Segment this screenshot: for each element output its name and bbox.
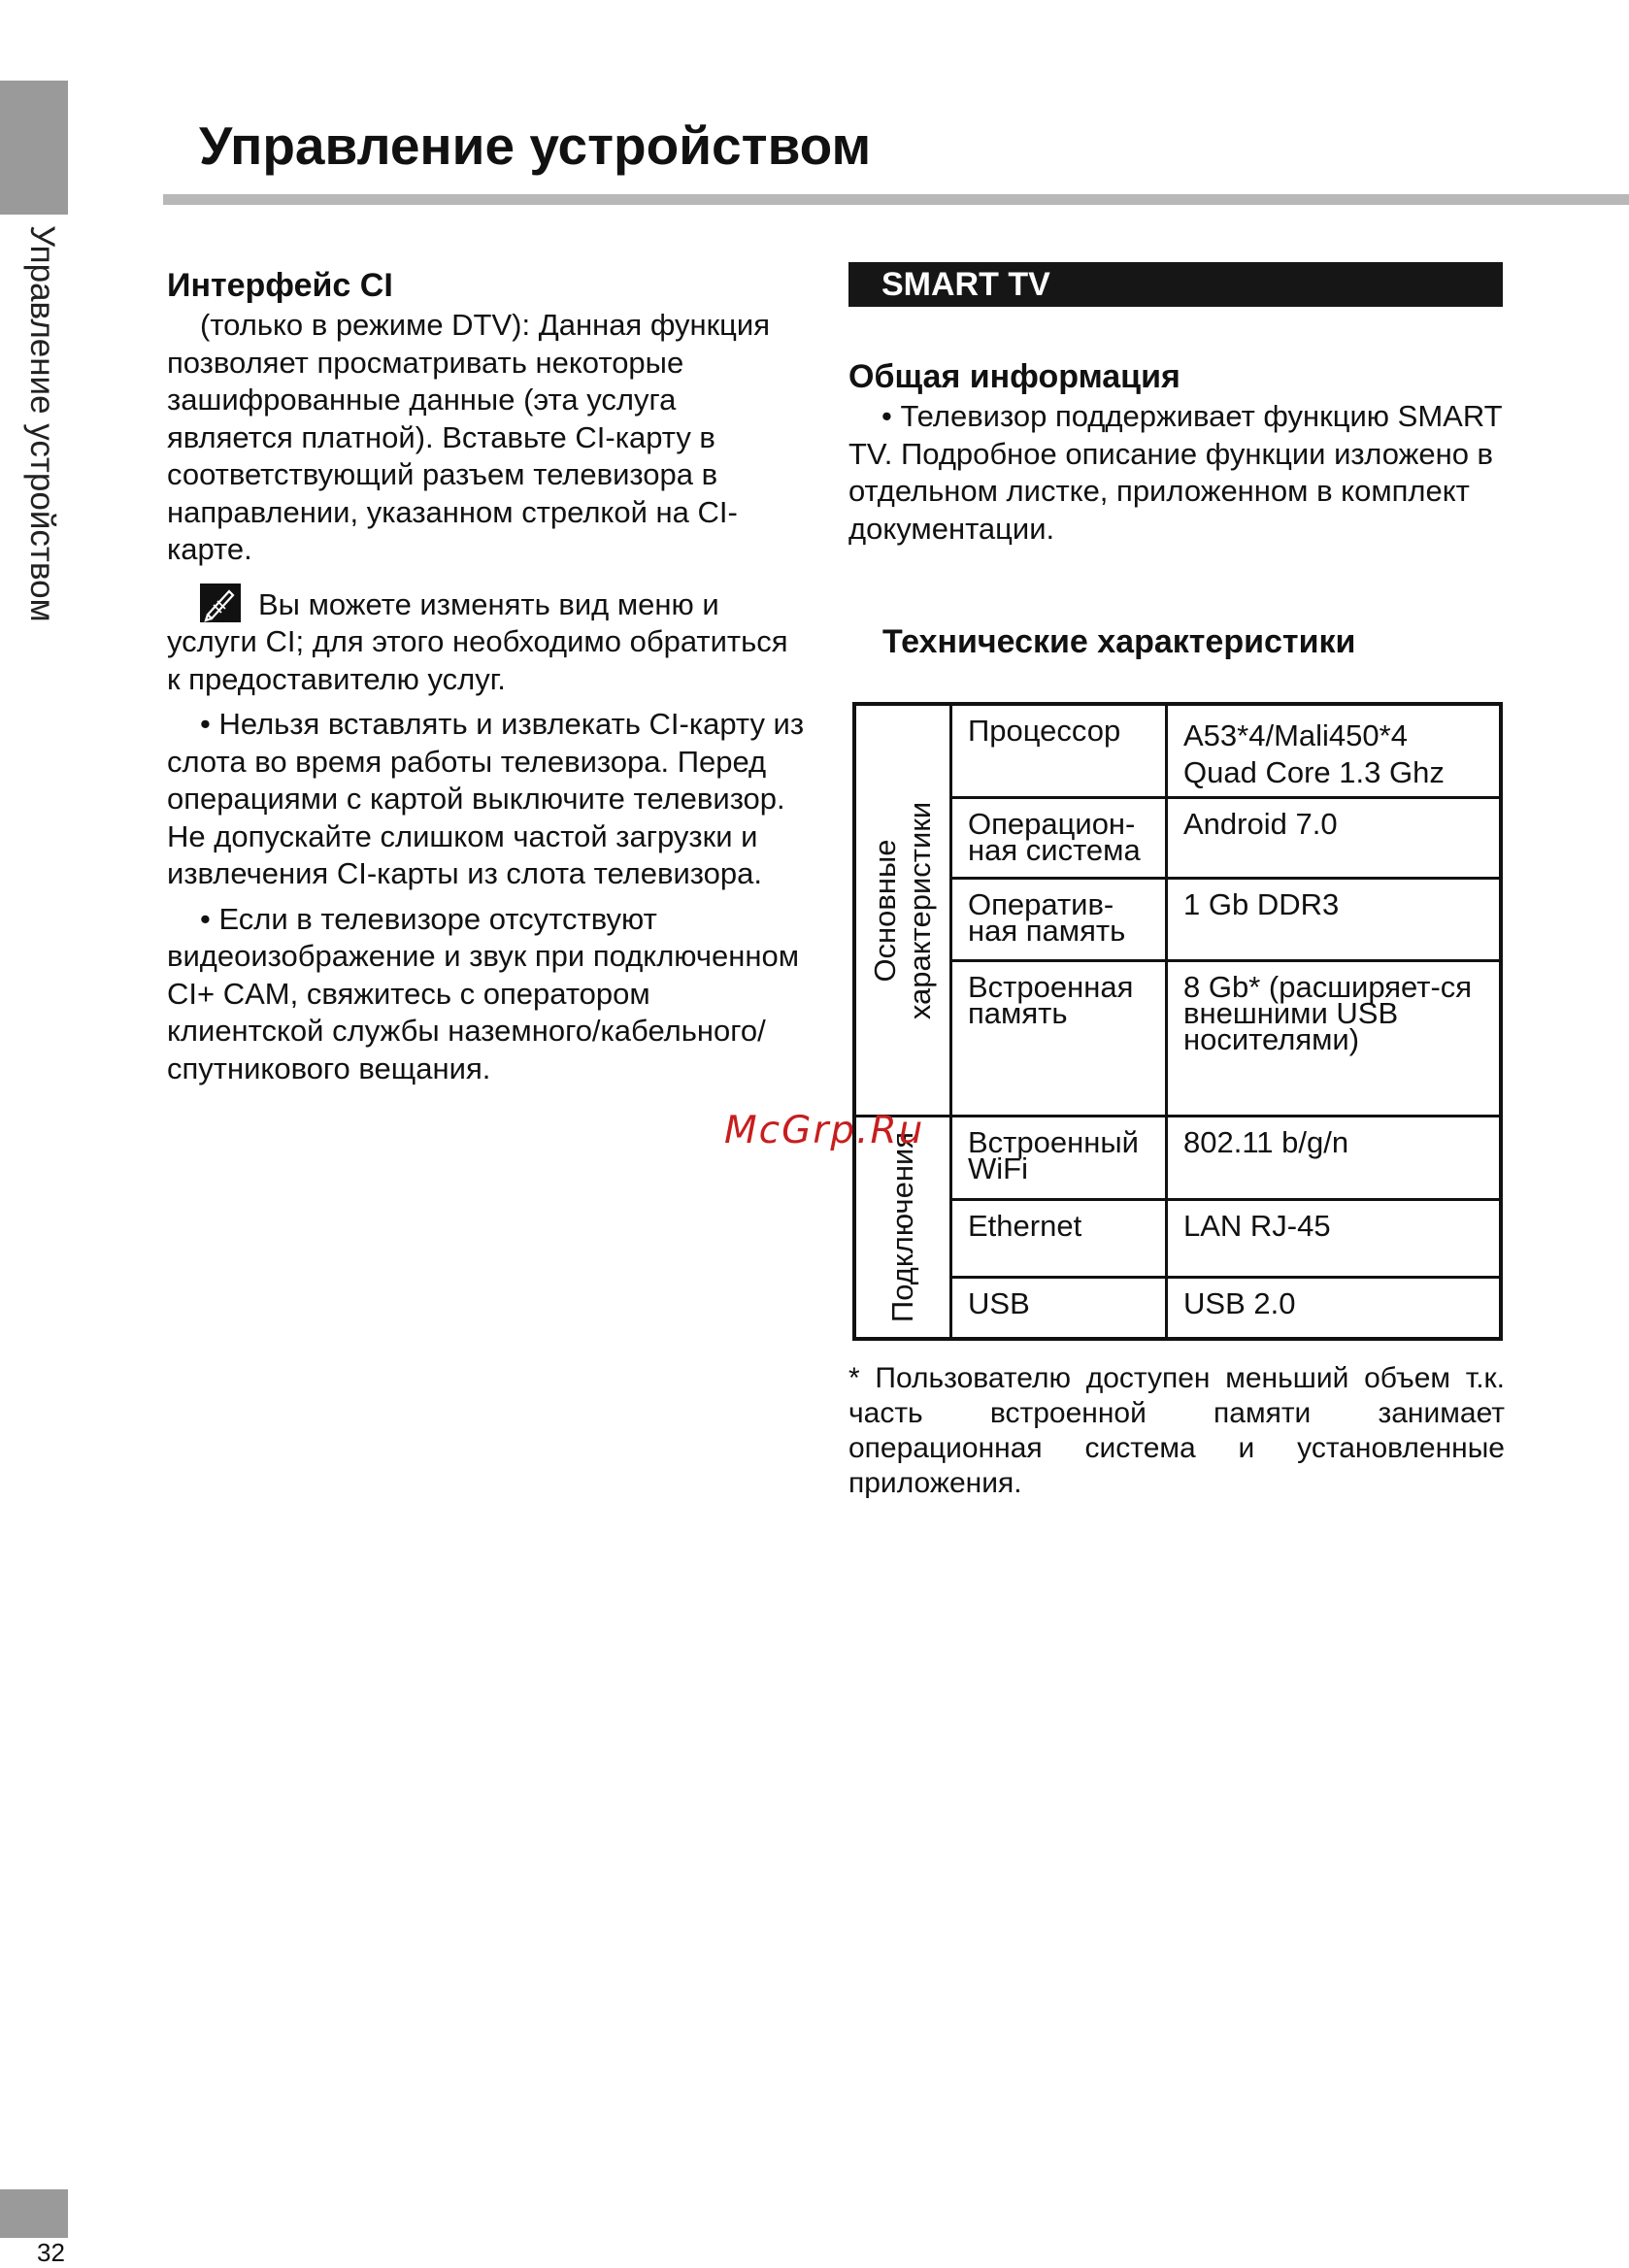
page-number-tab: [0, 2189, 68, 2238]
spec-table: [852, 702, 1503, 1341]
group-label-main-line2: характеристики: [903, 801, 937, 1019]
page-title: Управление устройством: [199, 116, 872, 176]
spec-value: USB 2.0: [1167, 1277, 1502, 1339]
table-row: [854, 798, 1501, 879]
spec-name: Встроенный WiFi: [951, 1117, 1167, 1200]
spec-name: Встроенная память: [951, 960, 1167, 1116]
table-row: [854, 878, 1501, 960]
ci-heading: Интерфейс CI: [167, 267, 393, 304]
ci-description: (только в режиме DTV): Данная функция позволяет просматривать некоторые зашифрованные данные (эта услуга является платной). Вставьте CI-карту в соответствующий разъем телевизора в направлении, указанном стрелкой на CI-карте.: [167, 308, 771, 566]
spec-name: Процессор: [951, 704, 1167, 798]
spec-value-text: A53*4/Mali450*4 Quad Core 1.3 Ghz: [1183, 718, 1445, 789]
ci-interface-section: [167, 264, 808, 1087]
general-info-heading: Общая информация: [848, 358, 1180, 395]
spec-name: USB: [951, 1277, 1167, 1339]
spec-value: LAN RJ-45: [1167, 1200, 1502, 1277]
spec-name: Ethernet: [951, 1200, 1167, 1277]
spec-value: 802.11 b/g/n: [1167, 1117, 1502, 1200]
watermark: McGrp.Ru: [724, 1109, 925, 1152]
title-divider: [163, 194, 1629, 205]
spec-value: 1 Gb DDR3: [1167, 878, 1502, 960]
note-text: Вы можете изменять вид меню и услуги CI; для этого необходимо обратиться к предоставителю услуг.: [167, 586, 788, 696]
group-label-main: [868, 801, 938, 1018]
side-section-label: Управление устройством: [23, 225, 61, 622]
table-row: [854, 1277, 1501, 1339]
general-info-body: • Телевизор поддерживает функцию SMART TV. Подробное описание функции изложено в отдельном листке, приложенном в комплект документации.: [848, 399, 1503, 546]
smart-tv-general-section: [848, 355, 1503, 548]
group-label-connections: [885, 1132, 920, 1322]
spec-value: Android 7.0: [1167, 798, 1502, 879]
side-tab-marker: [0, 81, 68, 215]
page-number: 32: [37, 2238, 65, 2267]
tech-specs-heading: Технические характеристики: [882, 623, 1356, 660]
table-row: [854, 1117, 1501, 1200]
ci-warning-bullet: • Нельзя вставлять и извлекать CI-карту из слота во время работы телевизора. Перед операциями с картой выключите телевизор. Не допускайте слишком частой загрузки и извлечения CI-карты из слота телевизора.: [167, 707, 805, 890]
spec-name: Операцион-ная система: [951, 798, 1167, 879]
memory-footnote: * Пользователю доступен меньший объем т.к. часть встроенной памяти занимает операционная система и установленные приложения.: [848, 1362, 1505, 1499]
spec-value: 8 Gb* (расширяет-ся внешними USB носителями): [1167, 960, 1502, 1116]
table-row: [854, 960, 1501, 1116]
table-row: [854, 704, 1501, 798]
group-label-main-line1: Основные: [868, 838, 902, 983]
smart-tv-header-bar: SMART TV: [848, 262, 1503, 307]
note-pen-icon: [200, 584, 241, 622]
spec-value: [1167, 704, 1502, 798]
ci-cam-bullet: • Если в телевизоре отсутствуют видеоизображение и звук при подключенном CI+ CAM, свяжитесь с оператором клиентской службы наземного/кабельного/спутникового вещания.: [167, 901, 800, 1085]
group-cell-main: [854, 704, 951, 1117]
note-paragraph: [167, 584, 808, 699]
spec-name: Оператив-ная память: [951, 878, 1167, 960]
table-row: [854, 1200, 1501, 1277]
group-label-connections-text: Подключения: [885, 1131, 919, 1323]
